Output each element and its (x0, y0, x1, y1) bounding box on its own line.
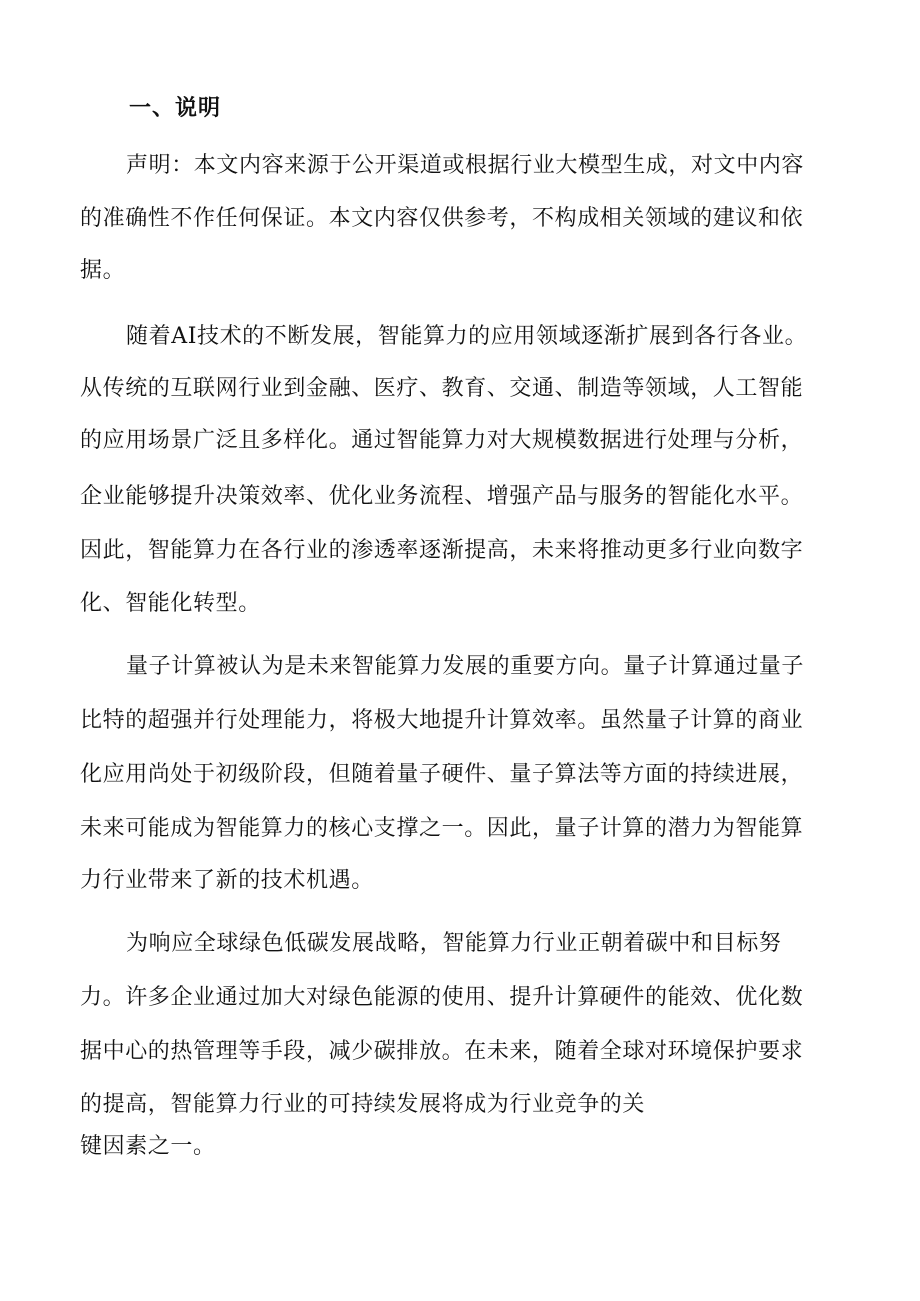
paragraph-line: 声明：本文内容来源于公开渠道或根据行业大模型生成，对文中内容 (126, 153, 805, 178)
paragraph-line: 随着AI技术的不断发展，智能算力的应用领域逐渐扩展到各行各业。 (126, 324, 808, 349)
paragraph-line: 的应用场景广泛且多样化。通过智能算力对大规模数据进行处理与分析， (80, 428, 804, 453)
paragraph-line: 据。 (80, 258, 126, 283)
paragraph-line: 的准确性不作任何保证。本文内容仅供参考，不构成相关领域的建议和依 (80, 206, 804, 231)
paragraph-line: 企业能够提升决策效率、优化业务流程、增强产品与服务的智能化水平。 (80, 484, 804, 509)
paragraph-line: 量子计算被认为是未来智能算力发展的重要方向。量子计算通过量子 (126, 654, 805, 679)
paragraph-line: 化、智能化转型。 (80, 591, 261, 616)
paragraph-line: 比特的超强并行处理能力，将极大地提升计算效率。虽然量子计算的商业 (80, 708, 804, 733)
paragraph-line: 力行业带来了新的技术机遇。 (80, 868, 374, 893)
paragraph-line: 力。许多企业通过加大对绿色能源的使用、提升计算硬件的能效、优化数 (80, 985, 804, 1010)
paragraph-line: 化应用尚处于初级阶段，但随着量子硬件、量子算法等方面的持续进展， (80, 762, 804, 787)
paragraph-line: 为响应全球绿色低碳发展战略，智能算力行业正朝着碳中和目标努 (126, 931, 782, 956)
paragraph-line: 因此，智能算力在各行业的渗透率逐渐提高，未来将推动更多行业向数字 (80, 538, 804, 563)
paragraph-line: 据中心的热管理等手段，减少碳排放。在未来，随着全球对环境保护要求 (80, 1039, 804, 1064)
section-heading: 一、说明 (129, 95, 222, 121)
paragraph-line: 从传统的互联网行业到金融、医疗、教育、交通、制造等领域，人工智能 (80, 376, 804, 401)
paragraph-line: 键因素之一。 (80, 1134, 216, 1159)
paragraph-line: 未来可能成为智能算力的核心支撑之一。因此，量子计算的潜力为智能算 (80, 816, 804, 841)
paragraph-line: 的提高，智能算力行业的可持续发展将成为行业竞争的关 (80, 1092, 646, 1117)
